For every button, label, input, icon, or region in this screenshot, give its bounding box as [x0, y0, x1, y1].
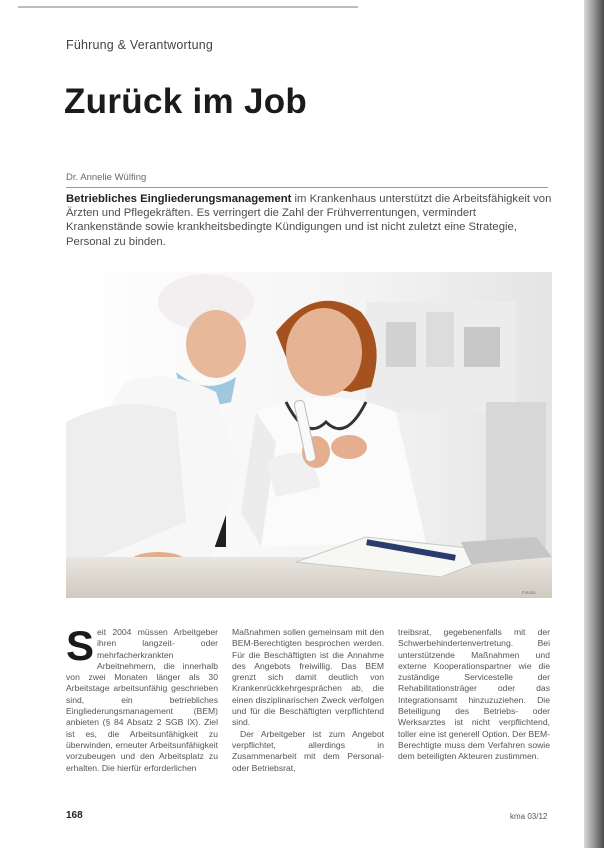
- body-column-3: [398, 627, 550, 785]
- top-rule: [18, 6, 358, 8]
- column-2-paragraph-2: Der Arbeitgeber ist zum Angebot verpflichtet, allerdings in Zusammenarbeit mit dem Personal- oder Betriebsrat,: [232, 728, 384, 773]
- column-2-paragraph-1: Maßnahmen sollen gemeinsam mit den BEM-Berechtigten besprochen werden. Für die Beschäftigten ist die Annahme des Angebots freiwillig. Das BEM grenzt sich damit deutlich von Krankenrückkehrgesprächen ab, die einen disziplinarischen Zweck verfolgen und für die Beschäftigten verpflichtend sind.: [232, 627, 384, 728]
- column-1-text: eit 2004 müssen Arbeitgeber ihren langzeit- oder mehrfacherkrankten Arbeitnehmern, die innerhalb von zwei Monaten länger als 30 Arbeitstage arbeitsunfähig geschrieben sind, ein betriebliches Eingliederungsmanagement (BEM) anbieten (§ 84 Absatz 2 SGB IX). Ziel ist es, die Arbeitsunfähigkeit zu überwinden, erneuter Arbeitsunfähigkeit vorzubeugen und den Arbeitsplatz zu erhalten. Die hierfür erforderlichen: [66, 627, 218, 773]
- drop-cap: S: [66, 627, 95, 669]
- body-columns: [66, 627, 550, 785]
- lead-text: im Krankenhaus unterstützt die Arbeitsfähigkeit von Ärzten und Pflegekräften. Es verringert die Zahl der Frühverrentungen, vermindert Krankenstände sowie krankheitsbedingte Kündigungen und ist nicht zuletzt eine Strategie, Personal zu binden.: [66, 193, 552, 248]
- article-photo: [66, 272, 552, 598]
- article-title: Zurück im Job: [64, 82, 308, 121]
- body-column-1: [66, 627, 218, 785]
- body-column-2: [232, 627, 384, 785]
- photo-doctors-syringe: [66, 272, 552, 598]
- scanned-page-edge: [584, 0, 604, 848]
- section-label: Führung & Verantwortung: [66, 38, 214, 52]
- issue-label: kma 03/12: [510, 812, 548, 821]
- photo-credit: Fotolia: [522, 590, 536, 595]
- column-3-text: treibsrat, gegebenenfalls mit der Schwerbehindertenvertretung. Bei unterstützende Maßnahmen und externe Kooperationspartner wie die zuständige Servicestelle der Rehabilitationsträger oder das Integrationsamt hinzuzuziehen. Die Beteiligung des Betriebs- oder Werksarztes ist nicht verpflichtend, toller eine ist generell Option. Der BEM-Berechtigte muss dem Verfahren sowie dem beteiligten Akteuren zustimmen.: [398, 627, 550, 762]
- author-byline: Dr. Annelie Wülfing: [66, 172, 147, 183]
- author-rule: [66, 187, 548, 188]
- page-number: 168: [66, 810, 83, 821]
- lead-paragraph: [66, 192, 552, 249]
- lead-bold-phrase: Betriebliches Eingliederungsmanagement: [66, 193, 292, 205]
